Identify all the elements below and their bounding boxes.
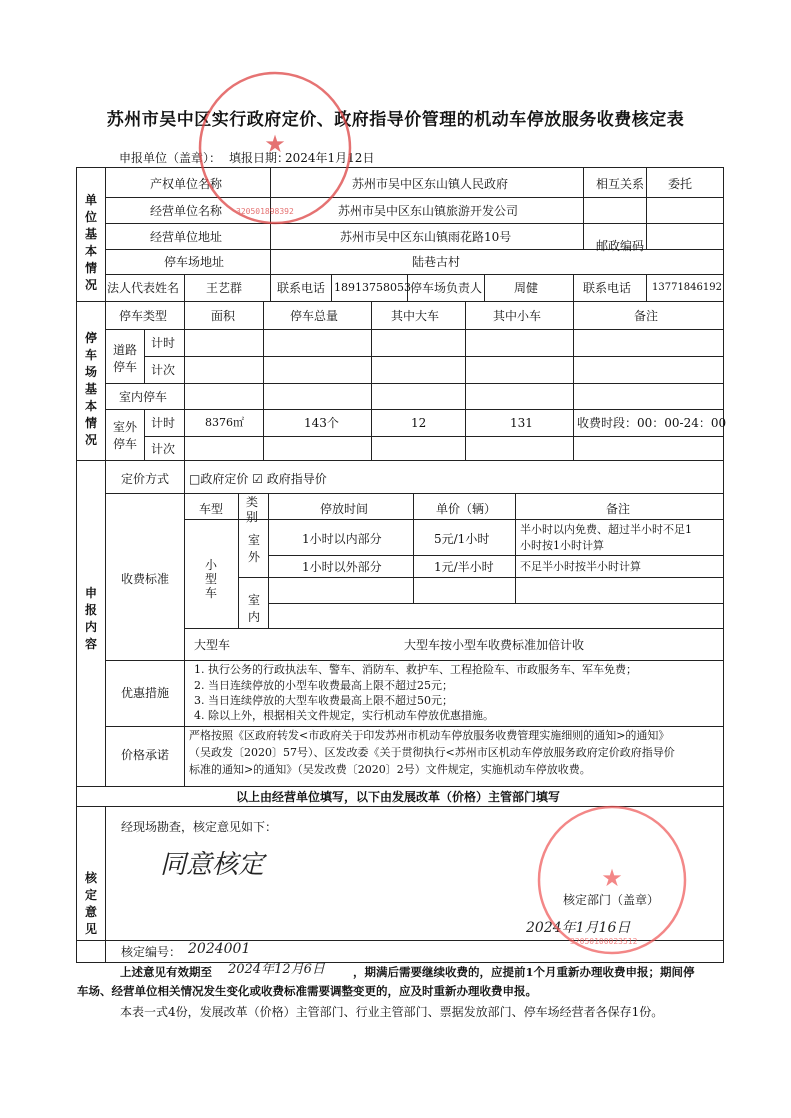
large-car-label: 大型车 [194,638,231,652]
survey-text: 经现场勘查，核定意见如下： [121,820,278,834]
standard-label: 收费标准 [121,572,170,586]
phone2-label: 联系电话 [583,281,632,295]
lot-address-label: 停车场地址 [164,255,225,269]
unit-label: 申报单位（盖章）： [119,151,222,165]
std-header-price: 单价（辆） [436,502,497,516]
approval-number-value: 2024001 [188,941,251,957]
outdoor-large: 12 [411,416,427,430]
lot-header-note: 备注 [634,309,659,323]
manager-label: 停车场负责人 [410,281,483,295]
outdoor-total: 143个 [304,416,339,430]
rate-row-1-price: 5元/1小时 [434,532,490,546]
svg-text:★: ★ [601,864,623,892]
svg-text:★: ★ [264,130,286,158]
manager-value: 周健 [514,281,539,295]
date-label: 填报日期： [229,151,290,165]
phone-label: 联系电话 [277,281,326,295]
lot-header-small: 其中小车 [493,309,542,323]
rate-row-2-time: 1小时以外部分 [302,560,382,574]
promise-label: 价格承诺 [121,748,170,762]
discount-3: 3. 当日连续停放的大型车收费最高上限不超过50元； [194,694,453,707]
approval-date: 2024年1月16日 [526,920,631,936]
rate-row-2-note-1: 不足半小时按半小时计算 [520,560,641,573]
pricing-value: □政府定价 ☑ 政府指导价 [189,472,327,486]
discount-4: 4. 除以上外，根据相关文件规定，实行机动车停放优惠措施。 [194,709,494,722]
indoor-cat-label: 室内 [247,593,260,624]
approval-seal-code: 32050100023512 [570,937,638,946]
std-header-time: 停放时间 [320,502,369,516]
std-header-note: 备注 [606,502,631,516]
road-timed-label: 计时 [151,336,176,350]
validity-line-1-pre: 上述意见有效期至 [120,965,212,979]
large-car-value: 大型车按小型车收费标准加倍计收 [404,638,585,652]
postcode-label: 邮政编码 [596,239,645,253]
small-car-label: 小型车 [204,558,217,600]
pricing-label: 定价方式 [121,472,170,486]
lot-header-type: 停车类型 [119,309,168,323]
discount-1: 1. 执行公务的行政执法车、警车、消防车、救护车、工程抢险车、市政服务车、军车免费； [194,663,637,676]
rate-row-1-note-2: 小时按1小时计算 [520,539,604,552]
validity-date: 2024年12月6日 [228,962,325,977]
promise-line-2: （吴政发〔2020〕57号）、区发改委《关于贯彻执行<苏州市区机动车停放服务政府定价政府指导价 [189,746,675,759]
section-label-lot: 停车场基本情况 [84,331,97,447]
footer-note: 本表一式4份，发展改革（价格）主管部门、行业主管部门、票据发放部门、停车场经营者各保存1份。 [120,1005,664,1019]
outdoor-area: 8376㎡ [205,416,244,429]
promise-line-1: 严格按照《区政府转发<市政府关于印发苏州市机动车停放服务收费管理实施细则的通知>的通知》 [189,729,670,742]
phone-value: 18913758053 [334,281,411,294]
owner-value: 苏州市吴中区东山镇人民政府 [352,177,509,191]
discount-2: 2. 当日连续停放的小型车收费最高上限不超过25元； [194,679,453,692]
lot-address-value: 陆巷古村 [412,255,461,269]
std-header-cat: 类别 [246,495,259,524]
owner-label: 产权单位名称 [150,177,223,191]
lot-header-total: 停车总量 [290,309,339,323]
validity-line-2: 车场、经营单位相关情况发生变化或收费标准需要调整变更的，应及时重新办理收费申报。 [77,984,537,998]
rate-row-1-time: 1小时以内部分 [302,532,382,546]
address-label: 经营单位地址 [150,230,223,244]
approval-dept-label: 核定部门（盖章） [563,893,660,907]
promise-line-3: 标准的通知>的通知》（吴发改费〔2020〕2号）文件规定，实施机动车停放收费。 [189,763,591,776]
phone2-value: 13771846192 [652,282,722,293]
date-value: 2024年1月12日 [285,151,375,165]
legal-label: 法人代表姓名 [107,281,180,295]
lot-header-large: 其中大车 [391,309,440,323]
operator-value: 苏州市吴中区东山镇旅游开发公司 [338,204,519,218]
outdoor-note: 收费时段：00：00-24：00 [577,416,727,430]
road-per-use-label: 计次 [151,363,176,377]
outdoor-cat-label: 室外 [247,533,260,564]
page-title: 苏州市吴中区实行政府定价、政府指导价管理的机动车停放服务收费核定表 [106,110,685,130]
rate-row-2-price: 1元/半小时 [434,560,494,574]
section-label-report: 申报内容 [84,586,97,651]
lot-header-area: 面积 [211,309,236,323]
rate-row-1-note-1: 半小时以内免费、超过半小时不足1 [520,523,692,536]
handwritten-signature: 同意核定 [160,850,265,880]
outdoor-parking-label: 室外停车 [113,420,138,451]
indoor-parking-label: 室内停车 [119,390,168,404]
outdoor-per-use-label: 计次 [151,442,176,456]
outdoor-small: 131 [510,416,533,430]
address-value: 苏州市吴中区东山镇雨花路10号 [340,230,512,244]
section-label-basic: 单位基本情况 [84,193,97,292]
relation-value: 委托 [668,177,693,191]
divider-note: 以上由经营单位填写，以下由发展改革（价格）主管部门填写 [236,790,561,804]
section-label-approval: 核定意见 [84,871,97,936]
discount-label: 优惠措施 [121,686,170,700]
std-header-car: 车型 [199,502,224,516]
road-parking-label: 道路停车 [113,343,138,374]
outdoor-timed-label: 计时 [151,416,176,430]
approval-number-label: 核定编号： [121,945,182,959]
legal-value: 王艺群 [206,281,243,295]
operator-seal-code: 320501898392 [236,207,294,216]
relation-label: 相互关系 [596,177,645,191]
validity-line-1-post: ，期满后需要继续收费的，应提前1个月重新办理收费申报；期间停 [353,965,695,979]
operator-label: 经营单位名称 [150,204,223,218]
